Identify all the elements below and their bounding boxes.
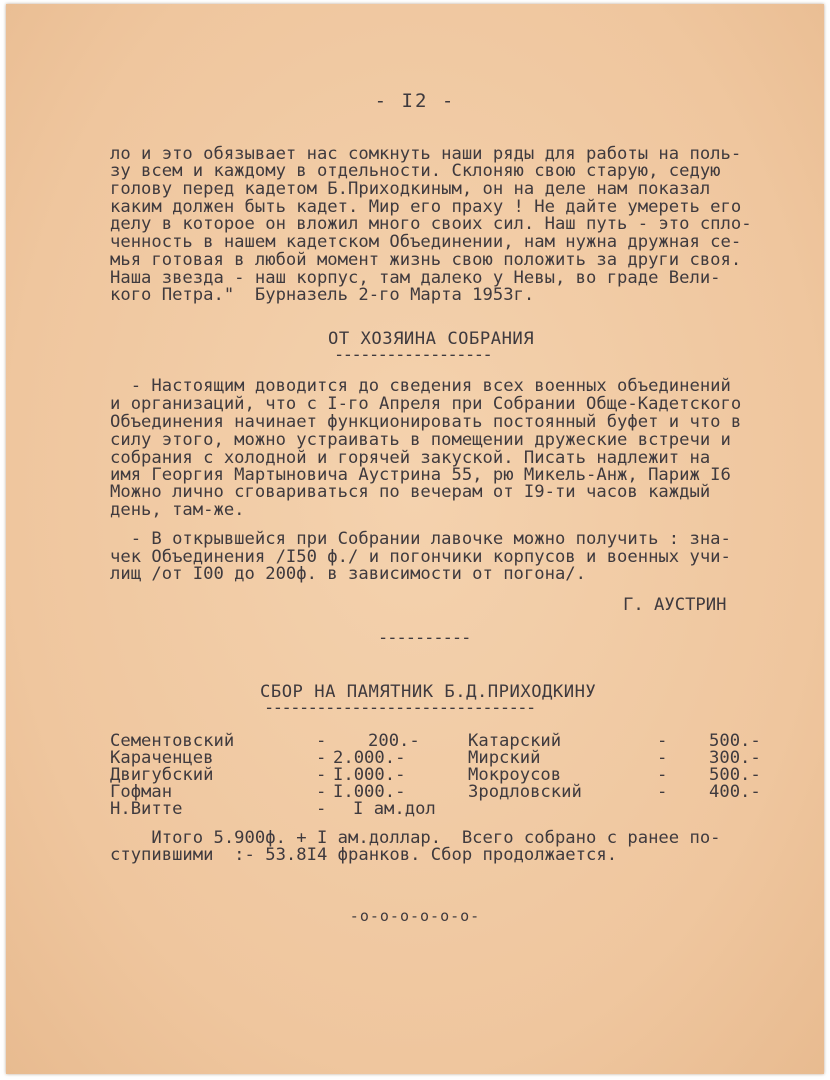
text-line: делу в которое он вложил много своих сил. Наш путь - это спло-: [110, 214, 752, 234]
donor-amount: 200.-: [368, 731, 420, 751]
text-line: ло и это обязывает нас сомкнуть наши ряды для работы на поль-: [110, 144, 742, 164]
donor-amount: I.000.-: [333, 782, 406, 802]
dash: -: [316, 765, 327, 785]
donor-amount: 2.000.-: [333, 748, 406, 768]
text-line: - В открывшейся при Собрании лавочке можно получить : зна-: [110, 529, 731, 549]
donor-amount: 300.-: [709, 748, 761, 768]
section-heading-host: ОТ ХОЗЯИНА СОБРАНИЯ: [328, 329, 535, 349]
text-line: - Настоящим доводится до сведения всех военных объединений: [110, 376, 731, 396]
dash: -: [657, 765, 668, 785]
donor-amount: 500.-: [709, 731, 761, 751]
donor-amount: I.000.-: [333, 765, 406, 785]
donor-name: Мирский: [468, 748, 541, 768]
text-line: собрания с холодной и горячей закуской. Писать надлежит на: [110, 448, 711, 468]
text-line: Можно лично сговариваться по вечерам от I9-ти часов каждый: [110, 482, 711, 502]
donor-amount: 400.-: [709, 782, 761, 802]
donor-amount: 500.-: [709, 765, 761, 785]
signature: Г. АУСТРИН: [623, 595, 727, 615]
text-line: лищ /от I00 до 200ф. в зависимости от погона/.: [110, 564, 586, 584]
dash: -: [657, 731, 668, 751]
text-line: мья готовая в любой момент жизнь свою положить за други своя.: [110, 250, 742, 270]
donor-name: Двигубский: [110, 765, 214, 785]
text-line: силу этого, можно устраивать в помещении дружеские встречи и: [110, 430, 731, 450]
donor-name: Караченцев: [110, 748, 214, 768]
dash: -: [316, 782, 327, 802]
heading-underline: -------------------------------: [264, 698, 535, 718]
text-line: Наша звезда - наш корпус, там далеко у Невы, во граде Вели-: [110, 268, 721, 288]
text-line: чек Объединения /I50 ф./ и погончики корпусов и военных учи-: [110, 547, 731, 567]
text-line: голову перед кадетом Б.Приходкиным, он на деле нам показал: [110, 179, 711, 199]
text-line: кого Петра." Бурназель 2-го Марта 1953г.: [110, 285, 535, 305]
section-separator: ----------: [378, 628, 471, 648]
dash: -: [657, 748, 668, 768]
dash: -: [316, 799, 327, 819]
section-heading-fund: СБОР НА ПАМЯТНИК Б.Д.ПРИХОДКИНУ: [260, 682, 597, 702]
donor-name: Гофман: [110, 782, 173, 802]
footer-ornament: -о-о-о-о-о-о-: [349, 907, 481, 925]
text-line: день, там-же.: [110, 500, 245, 520]
donor-name: Катарский: [468, 731, 562, 751]
text-line: имя Георгия Мартыновича Аустрина 55, рю Микель-Анж, Париж I6: [110, 465, 731, 485]
dash: -: [657, 782, 668, 802]
text-line: ступившими :- 53.8I4 франков. Сбор продолжается.: [110, 845, 618, 865]
donor-name: Зродловский: [468, 782, 582, 802]
donor-name: Сементовский: [110, 731, 235, 751]
text-line: Объединения начинает функционировать постоянный буфет и что в: [110, 412, 742, 432]
text-line: ченность в нашем кадетском Объединении, нам нужна дружная се-: [110, 232, 742, 252]
text-line: и организаций, что с I-го Апреля при Собрании Обще-Кадетского: [110, 394, 742, 414]
donor-name: Мокроусов: [468, 765, 562, 785]
page-number: - I2 -: [374, 90, 456, 112]
heading-underline: ------------------: [334, 345, 492, 365]
text-line: Итого 5.900ф. + I ам.доллар. Всего собрано с ранее по-: [110, 828, 721, 848]
donor-name: Н.Витте: [110, 799, 183, 819]
donor-amount: I ам.дол: [353, 799, 436, 819]
text-line: каким должен быть кадет. Мир его праху ! Не дайте умереть его: [110, 197, 742, 217]
text-line: зу всем и каждому в отдельности. Склоняю свою старую, седую: [110, 161, 721, 181]
document-page: [6, 4, 824, 1074]
dash: -: [316, 731, 327, 751]
dash: -: [316, 748, 327, 768]
